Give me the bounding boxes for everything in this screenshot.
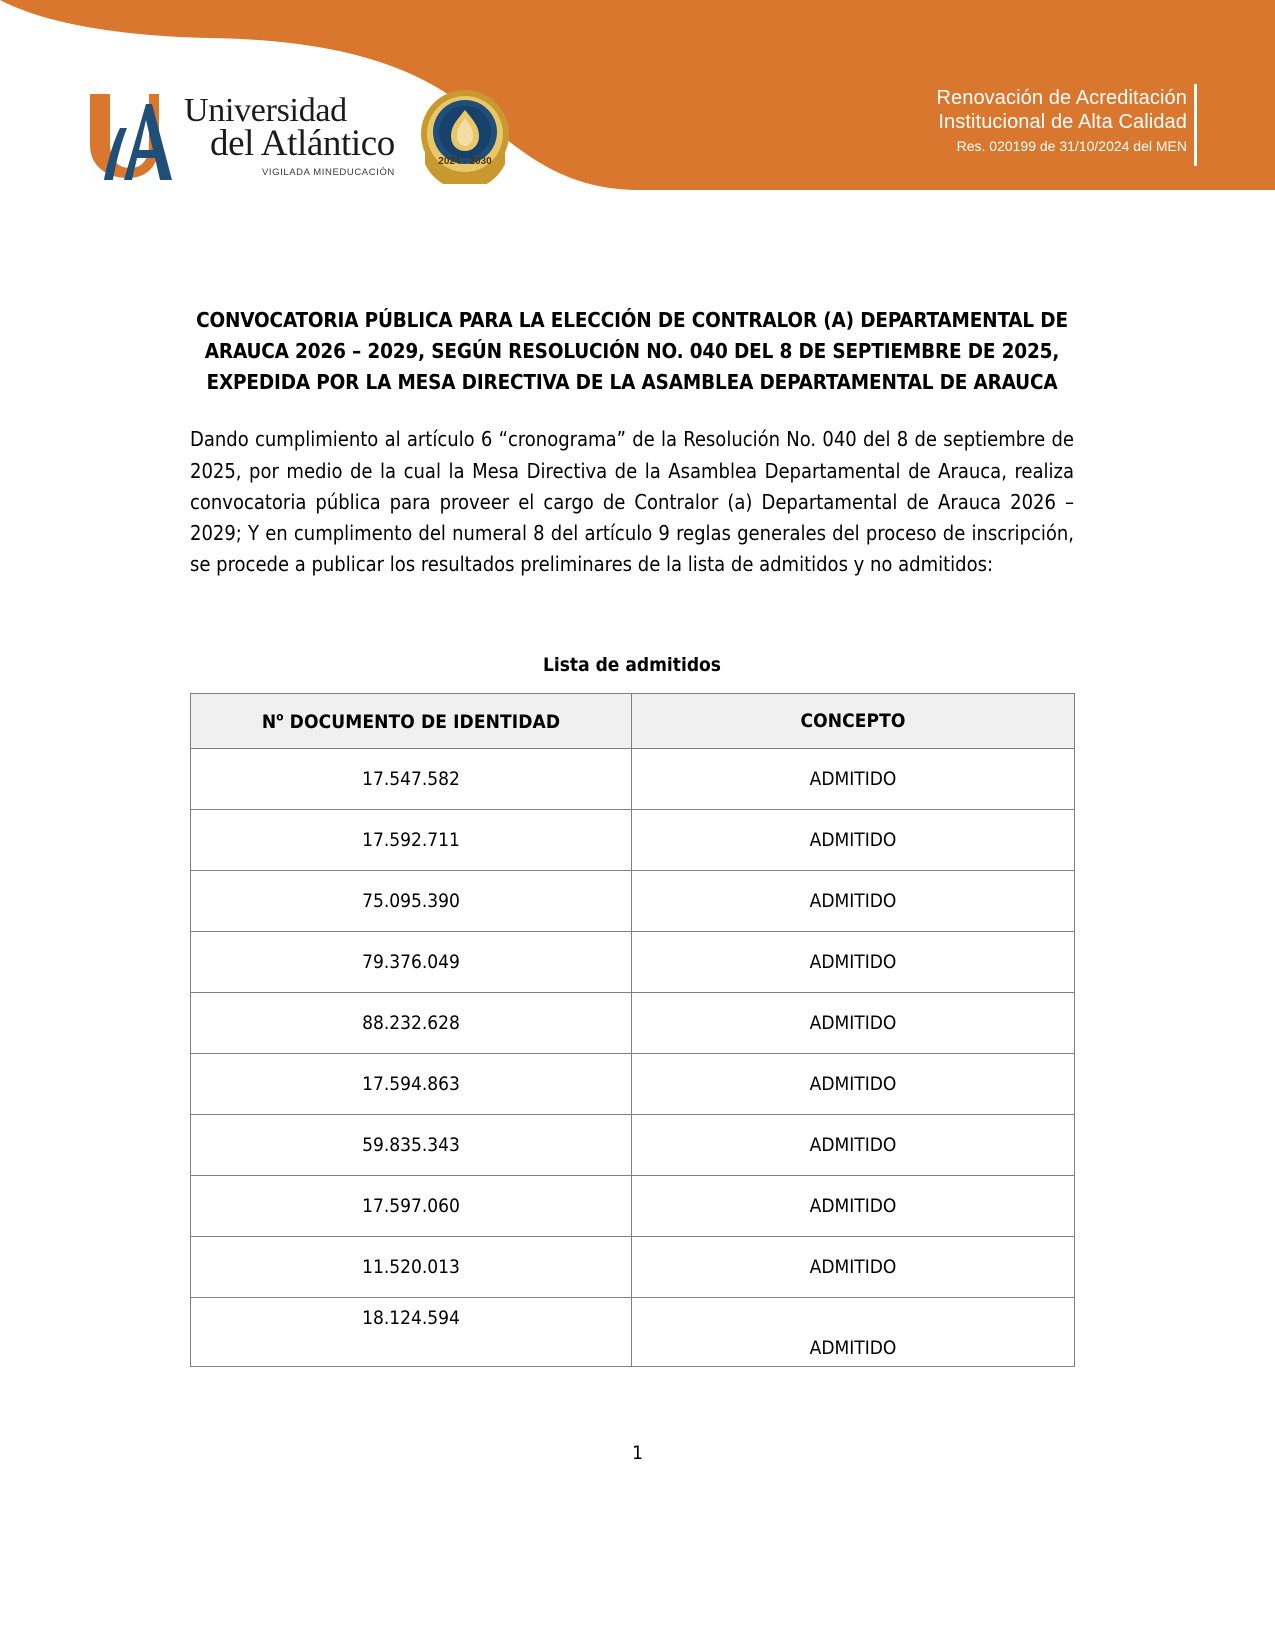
cell-documento: 17.547.582 xyxy=(191,749,632,810)
table-row xyxy=(191,1115,1075,1176)
cell-concepto: ADMITIDO xyxy=(632,932,1075,993)
accreditation-line-3: Res. 020199 de 31/10/2024 del MEN xyxy=(956,137,1187,154)
table-row xyxy=(191,1176,1075,1237)
cell-concepto: ADMITIDO xyxy=(632,1176,1075,1237)
table-row xyxy=(191,1237,1075,1298)
university-name-line-1: Universidad xyxy=(184,91,347,129)
admitted-list-table xyxy=(190,693,1075,1367)
table-body xyxy=(191,749,1075,1367)
table-header-row xyxy=(191,694,1075,749)
table-row xyxy=(191,932,1075,993)
university-logo xyxy=(80,88,513,184)
table-row xyxy=(191,810,1075,871)
vigilada-tagline: VIGILADA MINEDUCACIÓN xyxy=(261,167,395,179)
cell-documento: 17.592.711 xyxy=(191,810,632,871)
accreditation-line-2: Institucional de Alta Calidad xyxy=(938,111,1187,134)
column-header-documento xyxy=(191,694,632,749)
cell-documento: 11.520.013 xyxy=(191,1237,632,1298)
cell-concepto: ADMITIDO xyxy=(632,993,1075,1054)
document-paragraph: Dando cumplimiento al artículo 6 “cronograma” de la Resolución No. 040 del 8 de septiembre de 2025, por medio de la cual la Mesa Directiva de la Asamblea Departamental de Arauca, realiza convocatoria pública para proveer el cargo de Contralor (a) Departamental de Arauca 2026 – 2029; Y en cumplimento del numeral 8 del artículo 9 reglas generales del proceso de inscripción, se procede a publicar los resultados preliminares de la lista de admitidos y no admitidos: xyxy=(190,427,1074,577)
cell-concepto: ADMITIDO xyxy=(632,749,1075,810)
table-row xyxy=(191,871,1075,932)
table-header xyxy=(191,694,1075,749)
cell-documento: 18.124.594 xyxy=(191,1298,632,1367)
svg-text:2024 - 2030: 2024 - 2030 xyxy=(438,156,492,167)
ua-monogram-icon xyxy=(80,88,172,184)
cell-concepto: ADMITIDO xyxy=(632,1298,1075,1367)
cell-concepto: ADMITIDO xyxy=(632,810,1075,871)
page-number: 1 xyxy=(632,1442,643,1464)
column-header-documento-label: $N^o$ DOCUMENTO DE IDENTIDAD xyxy=(261,709,561,734)
accreditation-seal-icon xyxy=(417,88,513,184)
accreditation-divider xyxy=(1194,84,1197,166)
university-name-line-2: del Atlántico xyxy=(210,123,395,165)
cell-documento: 59.835.343 xyxy=(191,1115,632,1176)
university-wordmark xyxy=(184,91,395,179)
cell-concepto: ADMITIDO xyxy=(632,1237,1075,1298)
cell-documento: 17.597.060 xyxy=(191,1176,632,1237)
document-body xyxy=(190,305,1074,1367)
cell-documento: 17.594.863 xyxy=(191,1054,632,1115)
table-row xyxy=(191,749,1075,810)
cell-concepto: ADMITIDO xyxy=(632,1115,1075,1176)
table-row xyxy=(191,1054,1075,1115)
cell-documento: 79.376.049 xyxy=(191,932,632,993)
cell-concepto: ADMITIDO xyxy=(632,1054,1075,1115)
table-row xyxy=(191,993,1075,1054)
table-row xyxy=(191,1298,1075,1367)
column-header-concepto-label: CONCEPTO xyxy=(800,710,906,733)
column-header-concepto xyxy=(632,694,1075,749)
accreditation-line-1: Renovación de Acreditación xyxy=(936,87,1187,109)
document-title: CONVOCATORIA PÚBLICA PARA LA ELECCIÓN DE CONTRALOR (A) DEPARTAMENTAL DE ARAUCA 2026 – 2029, SEGÚN RESOLUCIÓN NO. 040 DEL 8 DE SEPTIEMBRE DE 2025, EXPEDIDA POR LA MESA DIRECTIVA DE LA ASAMBLEA DEPARTAMENTAL DE ARAUCA xyxy=(196,308,1068,395)
cell-documento: 88.232.628 xyxy=(191,993,632,1054)
page-header-banner xyxy=(0,0,1275,190)
table-caption: Lista de admitidos xyxy=(543,654,721,677)
accreditation-block xyxy=(936,86,1187,155)
cell-concepto: ADMITIDO xyxy=(632,871,1075,932)
cell-documento: 75.095.390 xyxy=(191,871,632,932)
